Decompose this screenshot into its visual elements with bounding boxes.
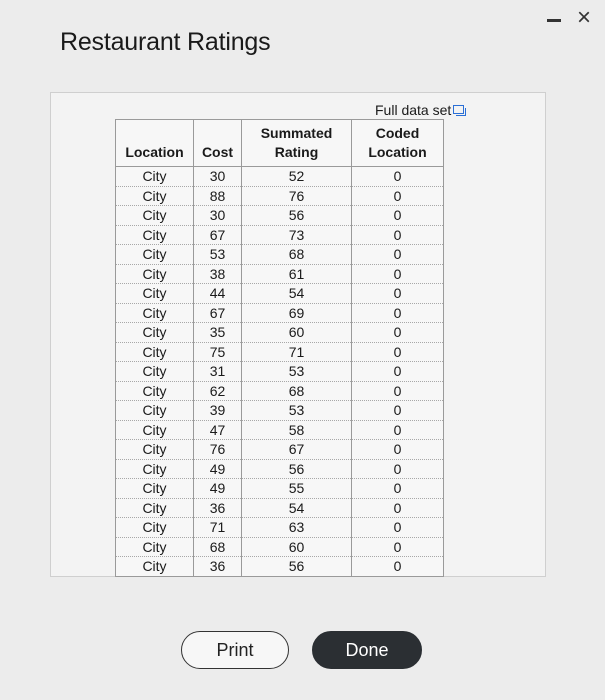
cell-cost: 38 bbox=[194, 264, 242, 284]
table-row bbox=[116, 303, 444, 323]
cell-cost: 35 bbox=[194, 323, 242, 343]
cell-coded-location: 0 bbox=[352, 245, 444, 265]
print-button[interactable]: Print bbox=[181, 631, 289, 669]
cell-coded-location: 0 bbox=[352, 381, 444, 401]
header-coded-location bbox=[352, 120, 444, 167]
table-row bbox=[116, 498, 444, 518]
cell-coded-location: 0 bbox=[352, 362, 444, 382]
cell-cost: 30 bbox=[194, 167, 242, 187]
cell-summated-rating: 73 bbox=[242, 225, 352, 245]
cell-cost: 31 bbox=[194, 362, 242, 382]
cell-summated-rating: 68 bbox=[242, 381, 352, 401]
table-row bbox=[116, 459, 444, 479]
cell-cost: 44 bbox=[194, 284, 242, 304]
cell-cost: 76 bbox=[194, 440, 242, 460]
table-row bbox=[116, 537, 444, 557]
cell-cost: 71 bbox=[194, 518, 242, 538]
cell-cost: 49 bbox=[194, 459, 242, 479]
header-coded-line2: Location bbox=[368, 144, 427, 160]
cell-coded-location: 0 bbox=[352, 518, 444, 538]
cell-location: City bbox=[116, 323, 194, 343]
table-row bbox=[116, 362, 444, 382]
cell-coded-location: 0 bbox=[352, 401, 444, 421]
cell-cost: 49 bbox=[194, 479, 242, 499]
cell-cost: 68 bbox=[194, 537, 242, 557]
cell-coded-location: 0 bbox=[352, 440, 444, 460]
table-row bbox=[116, 440, 444, 460]
cell-coded-location: 0 bbox=[352, 420, 444, 440]
cell-location: City bbox=[116, 264, 194, 284]
cell-coded-location: 0 bbox=[352, 557, 444, 577]
full-data-set-link[interactable] bbox=[375, 102, 466, 118]
cell-summated-rating: 58 bbox=[242, 420, 352, 440]
cell-cost: 67 bbox=[194, 303, 242, 323]
minimize-icon[interactable] bbox=[547, 19, 561, 22]
cell-location: City bbox=[116, 498, 194, 518]
cell-location: City bbox=[116, 518, 194, 538]
data-panel bbox=[50, 92, 546, 577]
cell-location: City bbox=[116, 381, 194, 401]
cell-summated-rating: 53 bbox=[242, 362, 352, 382]
cell-summated-rating: 61 bbox=[242, 264, 352, 284]
cell-coded-location: 0 bbox=[352, 479, 444, 499]
table-row bbox=[116, 245, 444, 265]
cell-coded-location: 0 bbox=[352, 342, 444, 362]
cell-coded-location: 0 bbox=[352, 264, 444, 284]
full-data-set-label: Full data set bbox=[375, 102, 452, 118]
cell-coded-location: 0 bbox=[352, 498, 444, 518]
cell-summated-rating: 76 bbox=[242, 186, 352, 206]
table-row bbox=[116, 557, 444, 577]
table-body bbox=[116, 167, 444, 577]
cell-summated-rating: 56 bbox=[242, 557, 352, 577]
table-row bbox=[116, 206, 444, 226]
cell-cost: 36 bbox=[194, 498, 242, 518]
cell-location: City bbox=[116, 167, 194, 187]
table-row bbox=[116, 323, 444, 343]
cell-coded-location: 0 bbox=[352, 225, 444, 245]
cell-summated-rating: 60 bbox=[242, 323, 352, 343]
cell-cost: 67 bbox=[194, 225, 242, 245]
cell-summated-rating: 67 bbox=[242, 440, 352, 460]
cell-location: City bbox=[116, 362, 194, 382]
cell-summated-rating: 54 bbox=[242, 284, 352, 304]
window-controls bbox=[547, 6, 591, 30]
cell-location: City bbox=[116, 440, 194, 460]
cell-coded-location: 0 bbox=[352, 284, 444, 304]
cell-location: City bbox=[116, 225, 194, 245]
cell-coded-location: 0 bbox=[352, 303, 444, 323]
header-coded-line1: Coded bbox=[375, 125, 420, 141]
cell-summated-rating: 69 bbox=[242, 303, 352, 323]
header-cost: Cost bbox=[194, 120, 242, 167]
cell-cost: 47 bbox=[194, 420, 242, 440]
data-table bbox=[115, 119, 444, 577]
cell-location: City bbox=[116, 479, 194, 499]
header-rating-line1: Summated bbox=[260, 125, 333, 141]
cell-cost: 75 bbox=[194, 342, 242, 362]
table-row bbox=[116, 401, 444, 421]
table-row bbox=[116, 225, 444, 245]
cell-location: City bbox=[116, 537, 194, 557]
cell-coded-location: 0 bbox=[352, 206, 444, 226]
cell-cost: 30 bbox=[194, 206, 242, 226]
cell-summated-rating: 56 bbox=[242, 206, 352, 226]
cell-location: City bbox=[116, 401, 194, 421]
cell-cost: 53 bbox=[194, 245, 242, 265]
cell-summated-rating: 54 bbox=[242, 498, 352, 518]
cell-coded-location: 0 bbox=[352, 459, 444, 479]
header-rating-line2: Rating bbox=[274, 144, 319, 160]
cell-location: City bbox=[116, 206, 194, 226]
cell-coded-location: 0 bbox=[352, 186, 444, 206]
cell-summated-rating: 53 bbox=[242, 401, 352, 421]
cell-summated-rating: 55 bbox=[242, 479, 352, 499]
cell-location: City bbox=[116, 186, 194, 206]
table-row bbox=[116, 284, 444, 304]
cell-coded-location: 0 bbox=[352, 323, 444, 343]
cell-cost: 62 bbox=[194, 381, 242, 401]
header-summated-rating bbox=[242, 120, 352, 167]
cell-coded-location: 0 bbox=[352, 537, 444, 557]
table-row bbox=[116, 420, 444, 440]
cell-cost: 36 bbox=[194, 557, 242, 577]
header-location: Location bbox=[116, 120, 194, 167]
cell-location: City bbox=[116, 342, 194, 362]
page-title: Restaurant Ratings bbox=[60, 28, 271, 56]
cell-summated-rating: 68 bbox=[242, 245, 352, 265]
table-row bbox=[116, 381, 444, 401]
close-icon[interactable]: × bbox=[576, 4, 591, 31]
cell-coded-location: 0 bbox=[352, 167, 444, 187]
table-row bbox=[116, 342, 444, 362]
table-row bbox=[116, 479, 444, 499]
cell-location: City bbox=[116, 303, 194, 323]
done-button[interactable]: Done bbox=[312, 631, 422, 669]
cell-summated-rating: 52 bbox=[242, 167, 352, 187]
table-row bbox=[116, 186, 444, 206]
table-header-row bbox=[116, 120, 444, 167]
copy-icon[interactable] bbox=[453, 105, 466, 116]
cell-summated-rating: 63 bbox=[242, 518, 352, 538]
cell-summated-rating: 56 bbox=[242, 459, 352, 479]
cell-location: City bbox=[116, 245, 194, 265]
cell-location: City bbox=[116, 459, 194, 479]
cell-cost: 88 bbox=[194, 186, 242, 206]
table-row bbox=[116, 167, 444, 187]
table-row bbox=[116, 264, 444, 284]
cell-summated-rating: 71 bbox=[242, 342, 352, 362]
cell-cost: 39 bbox=[194, 401, 242, 421]
table-row bbox=[116, 518, 444, 538]
cell-location: City bbox=[116, 284, 194, 304]
cell-location: City bbox=[116, 420, 194, 440]
cell-summated-rating: 60 bbox=[242, 537, 352, 557]
cell-location: City bbox=[116, 557, 194, 577]
